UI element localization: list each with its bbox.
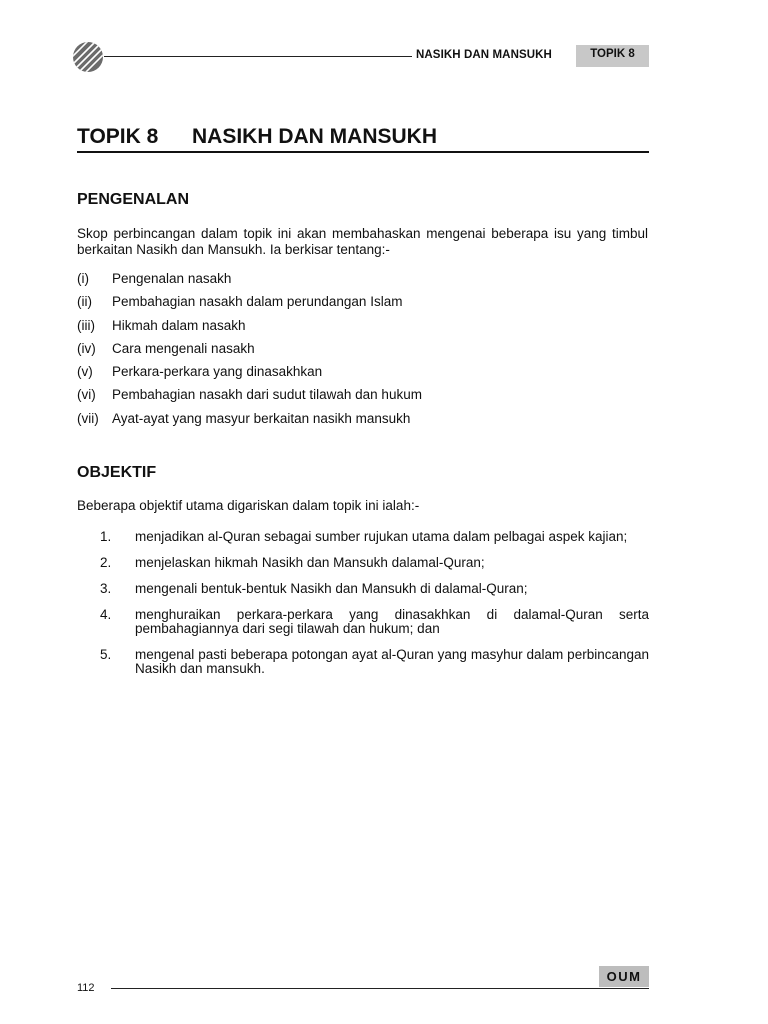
list-item — [77, 582, 649, 596]
list-item-number: 1. — [100, 529, 112, 544]
list-item-text: Pembahagian nasakh dari sudut tilawah dan hukum — [112, 387, 422, 403]
list-item-text: Perkara-perkara yang dinasakhkan — [112, 364, 323, 380]
list-item-text: mengenali bentuk-bentuk Nasikh dan Mansukh di dalamal-Quran; — [135, 581, 528, 596]
objektif-intro: Beberapa objektif utama digariskan dalam topik ini ialah:- — [77, 498, 420, 513]
chapter-label: TOPIK 8 — [77, 125, 159, 148]
pengenalan-list — [77, 271, 649, 434]
list-item-marker: (vi) — [77, 387, 96, 403]
list-item-number: 3. — [100, 581, 112, 596]
list-item-number: 2. — [100, 555, 112, 570]
list-item-text: Hikmah dalam nasakh — [112, 317, 246, 333]
list-item-number: 4. — [100, 607, 112, 622]
list-item-text: Pembahagian nasakh dalam perundangan Islam — [112, 294, 403, 310]
header-rule — [104, 56, 412, 57]
list-item-marker: (iv) — [77, 340, 96, 356]
section-heading-objektif: OBJEKTIF — [77, 464, 157, 481]
list-item — [77, 556, 649, 570]
list-item-text: Pengenalan nasakh — [112, 271, 232, 286]
oum-badge-label: OUM — [606, 969, 642, 984]
topic-tab — [576, 45, 649, 67]
section-heading-pengenalan: PENGENALAN — [77, 191, 190, 208]
list-item — [77, 608, 649, 636]
list-item-text: menjadikan al-Quran sebagai sumber rujukan utama dalam pelbagai aspek kajian; — [135, 529, 628, 544]
footer-rule — [111, 988, 649, 989]
list-item — [77, 271, 649, 294]
title-rule — [77, 151, 649, 153]
list-item — [77, 294, 649, 317]
list-item-text: mengenal pasti beberapa potongan ayat al-Quran yang masyhur dalam perbincangan Nasikh dan mansukh. — [135, 647, 649, 676]
list-item — [77, 387, 649, 410]
list-item-marker: (vii) — [77, 410, 99, 426]
list-item — [77, 364, 649, 387]
list-item-number: 5. — [100, 647, 112, 662]
topic-tab-label: TOPIK 8 — [590, 48, 635, 60]
list-item — [77, 530, 649, 544]
objektif-list — [77, 530, 649, 688]
list-item-marker: (v) — [77, 364, 93, 380]
list-item-marker: (iii) — [77, 317, 95, 333]
list-item — [77, 411, 649, 434]
publisher-logo-icon — [72, 41, 104, 73]
list-item-text: menjelaskan hikmah Nasikh dan Mansukh dalamal-Quran; — [135, 555, 485, 570]
list-item-marker: (i) — [77, 271, 89, 286]
pengenalan-intro: Skop perbincangan dalam topik ini akan membahaskan mengenai beberapa isu yang timbul berkaitan Nasikh dan Mansukh. Ia berkisar tentang:- — [77, 226, 648, 257]
oum-badge — [599, 966, 649, 987]
list-item — [77, 318, 649, 341]
list-item — [77, 341, 649, 364]
list-item-marker: (ii) — [77, 294, 92, 310]
list-item-text: Cara mengenali nasakh — [112, 340, 255, 356]
list-item-text: Ayat-ayat yang masyur berkaitan nasikh mansukh — [112, 410, 411, 426]
running-header-title: NASIKH DAN MANSUKH — [416, 49, 552, 61]
page-number: 112 — [77, 982, 95, 994]
chapter-name: NASIKH DAN MANSUKH — [192, 125, 437, 148]
list-item — [77, 648, 649, 676]
chapter-title — [77, 125, 437, 149]
list-item-text: menghuraikan perkara-perkara yang dinasakhkan di dalamal-Quran serta pembahagiannya dari segi tilawah dan hukum; dan — [135, 607, 649, 636]
